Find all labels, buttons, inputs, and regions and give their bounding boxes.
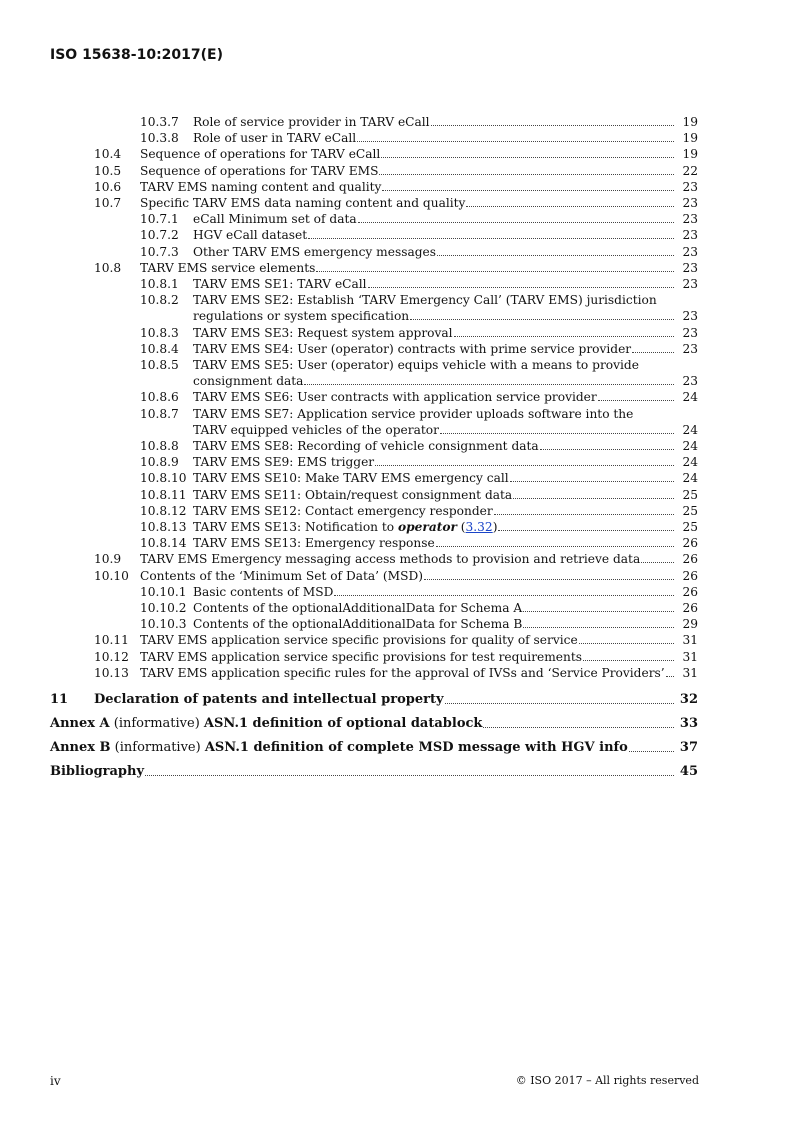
dot-leader	[382, 189, 674, 191]
toc-entry-page: 19	[682, 147, 698, 162]
toc-entry-title-line	[50, 716, 698, 732]
toc-entry-title	[140, 649, 582, 665]
toc-entry-title-text: Contents of the ‘Minimum Set of Data’ (MSD)	[140, 568, 424, 583]
toc-entry-number: 10.6	[94, 179, 122, 194]
toc-entry-title	[193, 503, 493, 519]
dot-leader	[375, 464, 674, 466]
toc-entry-number: 10.10.1	[140, 584, 187, 599]
toc-entry-page: 26	[682, 584, 698, 599]
toc-entry-page: 26	[682, 552, 698, 567]
toc-entry-title-continued: consignment data	[193, 374, 304, 389]
toc-entry-title-line	[193, 470, 698, 486]
toc-entry-number: 10.8.8	[140, 439, 179, 453]
toc-entry-number: 10.3.8	[140, 131, 179, 146]
toc-entry-number: 10.3.7	[140, 115, 179, 129]
document-id-header: ISO 15638-10:2017(E)	[50, 47, 223, 63]
toc-entry-title-text: Role of user in TARV eCall	[193, 131, 357, 146]
toc-entry-title-line	[140, 195, 698, 211]
dot-leader	[494, 513, 674, 515]
dot-leader	[540, 448, 674, 450]
toc-entry-title-text: TARV EMS naming content and quality	[140, 179, 382, 194]
toc-entry-page: 24	[682, 439, 698, 453]
toc-entry-title-line	[140, 260, 698, 276]
toc-entry-title	[140, 568, 423, 584]
toc-entry-title-line	[193, 244, 698, 260]
toc-entry-number: 10.8.4	[140, 341, 179, 356]
toc-entry-title	[140, 195, 465, 211]
dot-leader	[410, 318, 674, 320]
toc-entry-title-text: TARV EMS SE8: Recording of vehicle consignment data	[193, 439, 539, 453]
toc-entry-number: 10.10.3	[140, 617, 187, 632]
toc-entry-number: 10.10.2	[140, 601, 187, 615]
toc-entry-title	[193, 325, 453, 341]
toc-entry-page: 25	[682, 487, 698, 502]
toc-entry-title-line	[140, 632, 698, 648]
toc-entry-page: 23	[682, 196, 698, 210]
dot-leader	[308, 237, 674, 239]
toc-entry-page: 23	[682, 212, 698, 227]
dot-leader	[424, 578, 674, 580]
toc-entry-title-line	[193, 276, 698, 292]
toc-entry-title-text: Contents of the optionalAdditionalData for Schema B	[193, 617, 523, 632]
term-operator: operator	[398, 520, 457, 534]
toc-entry-title-text: HGV eCall dataset	[193, 228, 308, 243]
dot-leader	[629, 750, 674, 752]
toc-entry-page: 24	[682, 455, 698, 470]
toc-entry-page: 32	[679, 692, 698, 707]
dot-leader	[358, 221, 674, 223]
dot-leader	[445, 702, 674, 704]
toc-entry-title	[193, 227, 307, 243]
toc-entry-page: 23	[682, 244, 698, 259]
toc-entry-page: 26	[682, 568, 698, 583]
toc-entry-title-line	[193, 130, 698, 146]
toc-entry-title: TARV EMS SE5: User (operator) equips vehicle with a means to provide	[193, 358, 639, 372]
toc-entry-title	[193, 114, 430, 130]
toc-entry-number: 11	[50, 692, 69, 707]
toc-entry-title-line	[193, 373, 698, 389]
annex-label: Annex B	[50, 740, 111, 755]
toc-entry-title-text: TARV EMS SE1: TARV eCall	[193, 277, 367, 291]
page-number: iv	[50, 1074, 61, 1088]
toc-entry-title-text: TARV EMS SE13: Notification to	[193, 520, 398, 534]
toc-entry-title-line	[193, 503, 698, 519]
toc-entry-title-line	[140, 665, 698, 681]
toc-entry-title-text: Other TARV EMS emergency messages	[193, 244, 436, 259]
toc-entry-title	[193, 470, 509, 486]
dot-leader	[523, 626, 674, 628]
toc-entry-title	[140, 146, 380, 162]
toc-entry-title-line	[193, 211, 698, 227]
toc-entry-title-line	[140, 163, 698, 179]
toc-entry-title-line	[140, 179, 698, 195]
dot-leader	[431, 124, 674, 126]
dot-leader	[498, 529, 674, 531]
toc-entry-title	[193, 438, 539, 454]
toc-entry-title-text: Basic contents of MSD	[193, 584, 334, 599]
toc-entry-title	[193, 535, 435, 551]
toc-entry-number: 10.8.13	[140, 520, 187, 534]
toc-entry-number: 10.7.1	[140, 212, 179, 227]
toc-entry-page: 45	[679, 764, 698, 779]
toc-entry-title-line	[94, 692, 698, 708]
toc-entry-title-line	[193, 487, 698, 503]
toc-entry-title-text: TARV EMS SE11: Obtain/request consignment data	[193, 487, 513, 502]
toc-entry-title-text: TARV EMS SE9: EMS trigger	[193, 455, 375, 470]
toc-entry-page: 24	[682, 471, 698, 486]
toc-entry-number: 10.8	[94, 260, 122, 275]
toc-entry-title-continued: TARV equipped vehicles of the operator	[193, 422, 439, 437]
toc-entry-page: 23	[682, 179, 698, 194]
toc-entry-title	[193, 244, 436, 260]
toc-entry-number: 10.12	[94, 649, 129, 664]
toc-entry-page: 26	[682, 601, 698, 615]
dot-leader	[483, 726, 674, 728]
toc-entry-title	[50, 764, 144, 780]
toc-entry-page: 25	[682, 520, 698, 534]
toc-entry-title	[140, 163, 378, 179]
toc-entry-title	[193, 616, 522, 632]
toc-entry-title-text: TARV EMS SE10: Make TARV EMS emergency call	[193, 471, 509, 486]
toc-entry-number: 10.4	[94, 147, 122, 162]
toc-entry-title	[140, 179, 381, 195]
toc-entry-number: 10.8.14	[140, 536, 187, 551]
dot-leader	[579, 642, 674, 644]
toc-entry-number: 10.8.9	[140, 455, 179, 470]
toc-entry-number: 10.13	[94, 665, 129, 680]
toc-entry-page: 23	[682, 277, 698, 291]
toc-entry-title-line	[193, 535, 698, 551]
dot-leader	[381, 156, 674, 158]
toc-entry-title-text: Sequence of operations for TARV eCall	[140, 147, 381, 162]
copyright-notice: © ISO 2017 – All rights reserved	[515, 1074, 699, 1087]
toc-entry-title-line	[193, 341, 698, 357]
toc-entry-number: 10.8.1	[140, 277, 179, 291]
dot-leader	[437, 254, 674, 256]
toc-entry-title-line	[193, 584, 698, 600]
toc-entry-number: 10.8.10	[140, 471, 187, 486]
dot-leader	[436, 545, 674, 547]
toc-entry-title	[193, 211, 357, 227]
dot-leader	[145, 774, 674, 776]
toc-entry-title-line	[140, 568, 698, 584]
toc-entry-title-text: TARV EMS SE4: User (operator) contracts with prime service provider	[193, 341, 632, 356]
toc-entry-title-text: TARV EMS SE6: User contracts with application service provider	[193, 390, 597, 405]
toc-entry-page: 23	[682, 374, 698, 389]
dot-leader	[583, 659, 674, 661]
dot-leader	[632, 351, 674, 353]
toc-entry-title	[50, 716, 482, 732]
toc-entry-number: 10.8.12	[140, 503, 187, 518]
toc-entry-title	[140, 260, 315, 276]
toc-entry-title-text: Specific TARV EMS data naming content and quality	[140, 196, 466, 210]
toc-entry-number: 10.5	[94, 163, 122, 178]
toc-entry-title-line	[193, 454, 698, 470]
toc-entry-title-text: Declaration of patents and intellectual property	[94, 692, 444, 707]
term-reference-link[interactable]: 3.32	[465, 520, 493, 534]
toc-entry-number: 10.8.11	[140, 487, 187, 502]
dot-leader	[334, 594, 674, 596]
toc-entry-page: 24	[682, 390, 698, 405]
toc-entry-page: 25	[682, 503, 698, 518]
toc-entry-title-text: TARV EMS SE12: Contact emergency responder	[193, 503, 493, 518]
toc-entry-page: 33	[679, 716, 698, 731]
toc-entry-title-line	[193, 616, 698, 632]
toc-entry-title-text: TARV EMS Emergency messaging access methods to provision and retrieve data	[140, 552, 641, 567]
toc-entry-title-line	[193, 600, 698, 616]
toc-entry-page: 31	[682, 665, 698, 680]
toc-entry-title-line	[193, 227, 698, 243]
toc-entry-title	[94, 692, 444, 708]
toc-entry-number: 10.11	[94, 633, 129, 648]
toc-entry-number: 10.7.3	[140, 244, 179, 259]
toc-entry-number: 10.8.7	[140, 406, 179, 421]
toc-entry-page: 31	[682, 633, 698, 648]
toc-entry-title-line	[193, 308, 698, 324]
toc-entry-title-text: TARV EMS service elements	[140, 260, 316, 275]
toc-entry-title	[140, 665, 665, 681]
toc-entry-title	[193, 276, 367, 292]
toc-entry-title-line	[140, 146, 698, 162]
toc-entry-title-line	[193, 519, 698, 535]
toc-entry-number: 10.10	[94, 568, 129, 583]
dot-leader	[368, 286, 674, 288]
dot-leader	[304, 383, 674, 385]
toc-entry-number: 10.8.3	[140, 325, 179, 340]
toc-entry-title-text: TARV EMS application service specific provisions for quality of service	[140, 633, 578, 648]
toc-entry-title-line	[193, 325, 698, 341]
toc-entry-page: 26	[682, 536, 698, 551]
toc-entry-page: 19	[682, 115, 698, 129]
toc-entry-title-line	[193, 114, 698, 130]
toc-entry-title-text: Role of service provider in TARV eCall	[193, 115, 430, 129]
toc-entry-title-text: Contents of the optionalAdditionalData for Schema A	[193, 601, 523, 615]
toc-entry-page: 23	[682, 341, 698, 356]
dot-leader	[641, 561, 674, 563]
toc-entry-title	[140, 632, 578, 648]
dot-leader	[379, 173, 674, 175]
toc-entry-title-text: ASN.1 definition of complete MSD message with HGV info	[204, 740, 628, 755]
toc-entry-title-text: TARV EMS application service specific provisions for test requirements	[140, 649, 582, 664]
dot-leader	[598, 399, 674, 401]
toc-entry-title	[193, 389, 597, 405]
toc-entry-page: 22	[682, 163, 698, 178]
toc-entry-title	[193, 600, 522, 616]
toc-entry-title	[193, 454, 374, 470]
dot-leader	[523, 610, 674, 612]
toc-entry-page: 24	[682, 422, 698, 437]
dot-leader	[466, 205, 674, 207]
toc-entry-number: 10.7	[94, 196, 122, 210]
dot-leader	[440, 432, 674, 434]
toc-entry-title: TARV EMS SE7: Application service provider uploads software into the	[193, 406, 634, 421]
toc-entry-title-text: TARV EMS SE13: Emergency response	[193, 536, 435, 551]
dot-leader	[666, 675, 674, 677]
toc-entry-title	[140, 551, 640, 567]
toc-entry-page: 37	[679, 740, 698, 755]
toc-entry-title	[193, 130, 356, 146]
dot-leader	[513, 497, 674, 499]
toc-entry-title-text: TARV EMS application specific rules for the approval of IVSs and ‘Service Providers’	[140, 665, 665, 680]
toc-entry-title	[50, 740, 628, 756]
toc-entry-title-line	[140, 649, 698, 665]
toc-entry-title-line	[50, 740, 698, 756]
toc-entry-title-continued: regulations or system specification	[193, 309, 410, 324]
toc-entry-page: 19	[682, 131, 698, 146]
toc-entry-number: 10.9	[94, 552, 122, 567]
annex-type-note: (informative)	[109, 716, 204, 731]
toc-entry-number: 10.8.6	[140, 390, 179, 405]
toc-entry-title	[193, 584, 333, 600]
toc-entry-page: 29	[682, 617, 698, 632]
toc-entry-title-text: Sequence of operations for TARV EMS	[140, 163, 379, 178]
toc-entry-number: 10.8.5	[140, 358, 179, 372]
toc-entry-page: 23	[682, 260, 698, 275]
toc-entry-title-line	[193, 422, 698, 438]
toc-entry-title-line	[193, 438, 698, 454]
toc-entry-title	[193, 341, 631, 357]
toc-entry-title-text: eCall Minimum set of data	[193, 212, 357, 227]
dot-leader	[510, 480, 674, 482]
toc-entry-number: 10.7.2	[140, 228, 179, 243]
annex-label: Annex A	[50, 716, 110, 731]
annex-label: Bibliography	[50, 764, 145, 779]
toc-entry-title-line	[193, 389, 698, 405]
toc-entry-title: TARV EMS SE2: Establish ‘TARV Emergency Call’ (TARV EMS) jurisdiction	[193, 293, 657, 308]
annex-type-note: (informative)	[110, 740, 205, 755]
toc-entry-title-line	[140, 551, 698, 567]
dot-leader	[357, 140, 674, 142]
toc-entry-title	[193, 487, 512, 503]
toc-entry-page: 23	[682, 325, 698, 340]
toc-entry-page: 23	[682, 309, 698, 324]
dot-leader	[454, 335, 674, 337]
toc-entry-title-text: ASN.1 definition of optional datablock	[203, 716, 483, 731]
toc-entry-title-line	[50, 764, 698, 780]
toc-entry-page: 23	[682, 228, 698, 243]
dot-leader	[316, 270, 674, 272]
toc-entry-title-text: TARV EMS SE3: Request system approval	[193, 325, 453, 340]
toc-entry-title: TARV EMS SE13: Notification to operator (3.32)	[193, 520, 498, 534]
toc-entry-number: 10.8.2	[140, 293, 179, 308]
toc-entry-page: 31	[682, 649, 698, 664]
